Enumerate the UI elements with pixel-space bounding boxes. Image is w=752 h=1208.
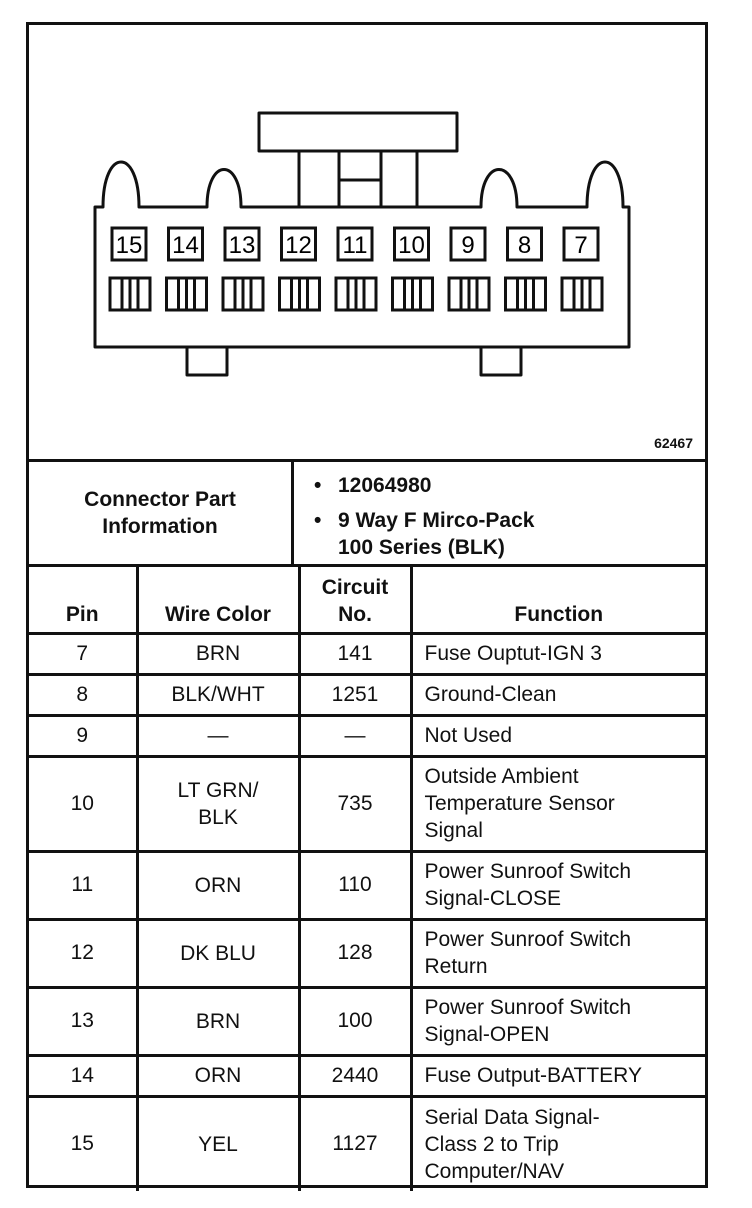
header-pin: Pin [29, 567, 137, 633]
table-row [29, 851, 705, 919]
function-cell [411, 919, 705, 987]
pin-number-label: 12 [285, 232, 312, 259]
wire-color-line: DK BLU [180, 941, 256, 965]
function-line: Class 2 to Trip [424, 1132, 559, 1156]
table-row [29, 1055, 705, 1096]
circuit-cell: 128 [299, 919, 411, 987]
circuit-cell: 1251 [299, 674, 411, 715]
wire-color-line: ORN [194, 873, 242, 897]
wire-color-line: BLK/WHT [171, 683, 265, 706]
wire-color-cell [137, 851, 299, 919]
function-line: Signal-CLOSE [424, 887, 562, 910]
circuit-cell: 141 [299, 633, 411, 674]
table-row [29, 987, 705, 1055]
table-row [29, 756, 705, 851]
pin-table [29, 567, 705, 1191]
function-cell [411, 851, 705, 919]
function-line: Temperature Sensor [424, 792, 615, 815]
figure-number: 62467 [654, 435, 693, 451]
pin-cell: 7 [29, 633, 137, 674]
function-line: Ground-Clean [424, 683, 557, 706]
function-line: Power Sunroof Switch [424, 996, 632, 1019]
part-number: 12064980 [338, 474, 432, 497]
header-circuit-line1: Circuit [321, 575, 389, 599]
pin-cell: 8 [29, 674, 137, 715]
function-cell [411, 633, 705, 674]
function-line: Computer/NAV [424, 1159, 565, 1183]
pin-cell: 10 [29, 756, 137, 851]
function-line: Outside Ambient [424, 765, 579, 788]
header-circuit-line2: No. [338, 602, 372, 626]
wire-color-line: ORN [194, 1064, 242, 1087]
pin-number-label: 11 [342, 232, 368, 259]
function-line: Not Used [424, 724, 513, 747]
header-wire-color: Wire Color [137, 567, 299, 633]
bullet-icon: • [314, 474, 322, 497]
table-row [29, 1096, 705, 1191]
circuit-cell: 110 [299, 851, 411, 919]
function-cell [411, 756, 705, 851]
wire-color-line: BRN [195, 1009, 241, 1033]
connector-type-line1: 9 Way F Mirco-Pack [338, 509, 535, 532]
wire-color-line: — [207, 724, 229, 747]
table-header-row [29, 567, 705, 633]
wire-color-cell [137, 919, 299, 987]
wire-color-line: LT GRN/ [177, 778, 259, 802]
function-line: Signal [424, 819, 483, 842]
function-line: Signal-OPEN [424, 1023, 550, 1046]
table-row [29, 715, 705, 756]
bottom-tab-right [481, 347, 521, 375]
table-row [29, 633, 705, 674]
latch-top [259, 113, 457, 151]
part-info-label [29, 462, 294, 564]
circuit-cell: 100 [299, 987, 411, 1055]
function-line: Fuse Output-BATTERY [424, 1064, 642, 1087]
connector-type-item [294, 507, 705, 561]
function-line: Fuse Ouptut-IGN 3 [424, 642, 602, 665]
connector-info-sheet [26, 22, 708, 1188]
wire-color-cell [137, 633, 299, 674]
pin-cell: 14 [29, 1055, 137, 1096]
wire-color-line: YEL [198, 1132, 238, 1156]
part-info-label-line1: Connector Part [84, 488, 236, 511]
function-line: Serial Data Signal- [424, 1105, 600, 1129]
wire-color-cell [137, 674, 299, 715]
pin-number-label: 9 [461, 232, 475, 259]
connector-type-line2: 100 Series (BLK) [338, 536, 505, 559]
pin-number-label: 7 [574, 232, 588, 259]
pin-number-label: 10 [398, 232, 425, 259]
function-cell [411, 1055, 705, 1096]
wire-color-line: BRN [195, 642, 241, 665]
pin-number-label: 13 [228, 232, 256, 259]
wire-color-cell [137, 1055, 299, 1096]
header-function: Function [411, 567, 705, 633]
bottom-tab-left [187, 347, 227, 375]
function-line: Return [424, 955, 488, 978]
pin-cell: 13 [29, 987, 137, 1055]
header-circuit [299, 567, 411, 633]
pin-cell: 15 [29, 1096, 137, 1191]
function-line: Power Sunroof Switch [424, 928, 632, 951]
part-info-details [294, 462, 705, 574]
latch-right-post [381, 151, 417, 207]
wire-color-line: BLK [198, 805, 238, 829]
pin-cell: 11 [29, 851, 137, 919]
wire-color-cell [137, 987, 299, 1055]
latch-left-post [299, 151, 339, 207]
function-cell [411, 987, 705, 1055]
part-info-label-line2: Information [102, 515, 218, 538]
circuit-cell: 2440 [299, 1055, 411, 1096]
connector-drawing [29, 25, 705, 459]
connector-diagram [29, 25, 705, 462]
pin-number-label: 8 [517, 232, 532, 259]
latch-center [339, 180, 381, 207]
bullet-icon: • [314, 509, 322, 532]
table-row [29, 674, 705, 715]
circuit-cell: 1127 [299, 1096, 411, 1191]
pin-cell: 12 [29, 919, 137, 987]
function-cell [411, 1096, 705, 1191]
circuit-cell: — [299, 715, 411, 756]
wire-color-cell [137, 715, 299, 756]
function-line: Power Sunroof Switch [424, 860, 632, 883]
table-row [29, 919, 705, 987]
function-cell [411, 715, 705, 756]
circuit-cell: 735 [299, 756, 411, 851]
pin-number-label: 14 [172, 232, 199, 259]
pin-cell: 9 [29, 715, 137, 756]
wire-color-cell [137, 756, 299, 851]
function-cell [411, 674, 705, 715]
pin-number-label: 15 [115, 232, 143, 259]
part-number-item [294, 472, 705, 499]
part-info-section [29, 462, 705, 567]
wire-color-cell [137, 1096, 299, 1191]
